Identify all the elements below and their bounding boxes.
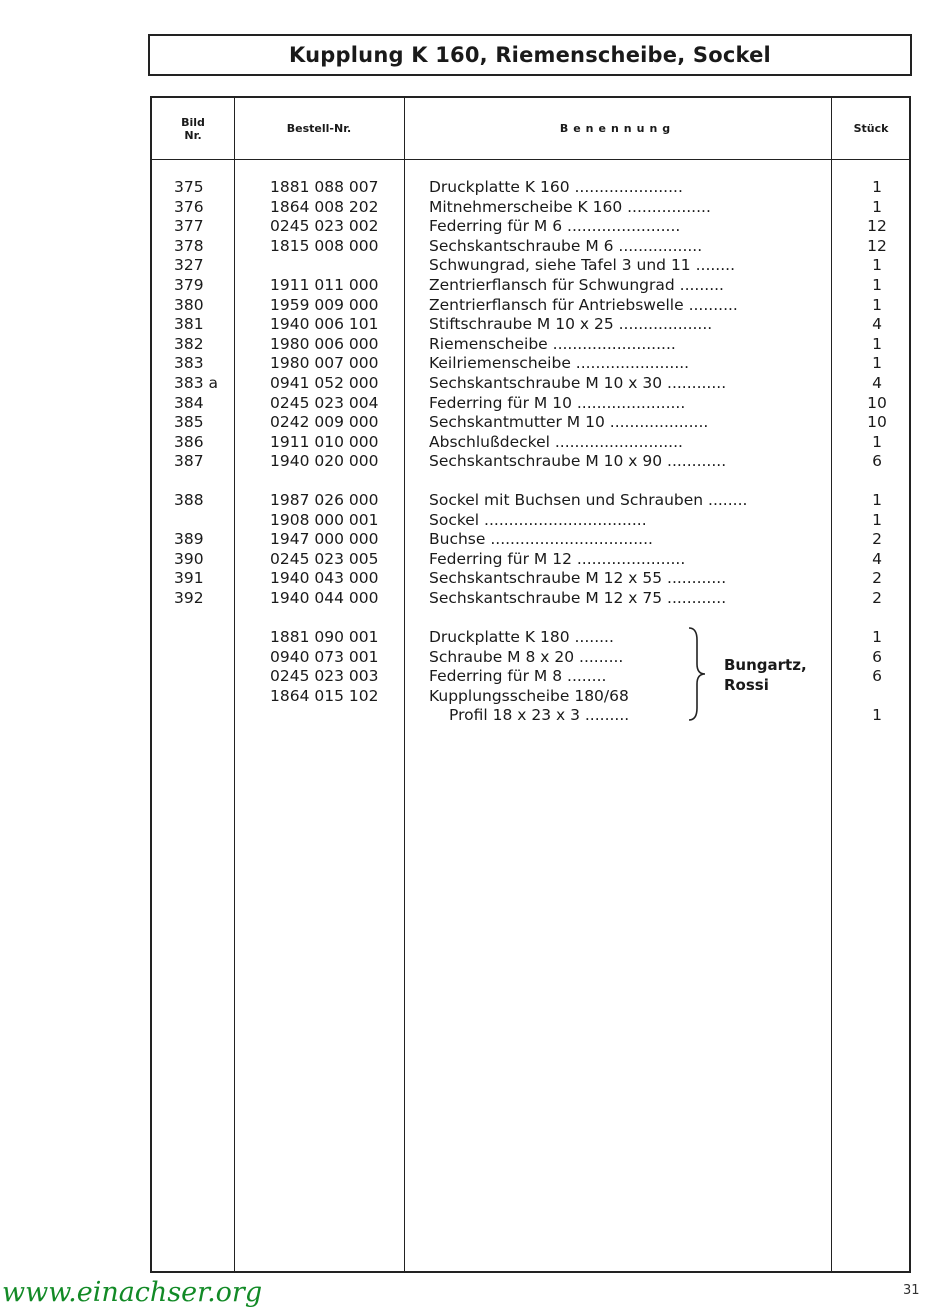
table-row: [152, 276, 909, 296]
cell-bild: 383 a: [174, 374, 219, 392]
cell-bild: 375: [174, 178, 204, 196]
cell-bild: 386: [174, 432, 204, 451]
cell-bild: 385: [174, 413, 204, 432]
cell-bestell-nr: 1911 010 000: [270, 432, 379, 451]
table-row: [152, 256, 909, 276]
manufacturer-note-line: Bungartz,: [724, 656, 807, 674]
parts-table: [150, 96, 911, 1273]
cell-benennung: Sechskantschraube M 12 x 75 ............: [429, 589, 727, 607]
table-row: [152, 589, 909, 609]
website-link[interactable]: www.einachser.org: [2, 1277, 263, 1308]
cell-benennung: Schraube M 8 x 20 .........: [429, 647, 624, 666]
cell-stueck: 2: [872, 589, 882, 607]
table-row: [152, 413, 909, 433]
cell-benennung: Federring für M 10 ......................: [429, 393, 686, 412]
cell-bild: 388: [174, 491, 204, 509]
cell-bestell-nr: 0242 009 000: [270, 413, 379, 432]
cell-benennung: Abschlußdeckel ..........................: [429, 432, 683, 451]
header-bild: Bild Nr.: [181, 115, 205, 142]
cell-stueck: 2: [872, 569, 882, 588]
cell-stueck: 6: [872, 452, 882, 471]
cell-stueck: 1: [872, 432, 882, 451]
cell-benennung: Buchse .................................: [429, 530, 653, 549]
page-title: Kupplung K 160, Riemenscheibe, Sockel: [148, 34, 912, 76]
table-row: [152, 374, 909, 394]
cell-stueck: 6: [872, 667, 882, 686]
table-row: [152, 706, 909, 726]
cell-bestell-nr: 0245 023 004: [270, 393, 379, 412]
cell-benennung: Sechskantschraube M 10 x 90 ............: [429, 452, 727, 471]
table-row: [152, 335, 909, 355]
table-row: [152, 550, 909, 570]
cell-bild: 379: [174, 276, 204, 294]
cell-bestell-nr: 1864 008 202: [270, 197, 379, 216]
cell-benennung: Sechskantschraube M 6 .................: [429, 236, 703, 255]
cell-benennung: Federring für M 12 ......................: [429, 549, 686, 568]
cell-bild: 381: [174, 315, 204, 334]
cell-benennung: Riemenscheibe .........................: [429, 334, 676, 353]
cell-bild: 377: [174, 217, 204, 236]
cell-stueck: 1: [872, 510, 882, 529]
cell-stueck: 1: [872, 491, 882, 509]
cell-benennung: Keilriemenscheibe .......................: [429, 354, 690, 373]
cell-bestell-nr: 1947 000 000: [270, 530, 379, 549]
cell-stueck: 10: [867, 393, 887, 412]
cell-bestell-nr: 0941 052 000: [270, 374, 379, 392]
table-row: [152, 433, 909, 453]
cell-bild: 382: [174, 334, 204, 353]
cell-stueck: 1: [872, 178, 882, 196]
cell-bestell-nr: 0940 073 001: [270, 647, 379, 666]
cell-bild: 378: [174, 236, 204, 255]
cell-benennung: Druckplatte K 160 ......................: [429, 178, 683, 196]
cell-bild: 390: [174, 549, 204, 568]
table-row: [152, 296, 909, 316]
cell-bild: 392: [174, 589, 204, 607]
cell-benennung: Profil 18 x 23 x 3 .........: [449, 706, 630, 725]
cell-bild: 376: [174, 197, 204, 216]
cell-stueck: 1: [872, 706, 882, 725]
cell-benennung: Mitnehmerscheibe K 160 .................: [429, 197, 711, 216]
cell-bestell-nr: 1881 090 001: [270, 628, 379, 646]
cell-bestell-nr: 1987 026 000: [270, 491, 379, 509]
table-row: [152, 217, 909, 237]
cell-bild: 380: [174, 295, 204, 314]
right-brace-icon: [685, 626, 715, 722]
table-row: [152, 511, 909, 531]
cell-stueck: 4: [872, 315, 882, 334]
cell-bild: 383: [174, 354, 204, 373]
cell-benennung: Zentrierflansch für Schwungrad .........: [429, 276, 724, 294]
cell-stueck: 12: [867, 217, 887, 236]
cell-bestell-nr: 1940 043 000: [270, 569, 379, 588]
cell-bestell-nr: 1980 007 000: [270, 354, 379, 373]
cell-bild: 391: [174, 569, 204, 588]
header-benennung: Benennung: [559, 122, 676, 135]
table-row: [152, 178, 909, 198]
cell-bestell-nr: 1864 015 102: [270, 686, 379, 705]
header-bestell-nr: Bestell-Nr.: [286, 122, 352, 135]
table-row: [152, 354, 909, 374]
cell-benennung: Zentrierflansch für Antriebswelle ..........: [429, 295, 738, 314]
cell-bestell-nr: 1940 006 101: [270, 315, 379, 334]
cell-bild: 387: [174, 452, 204, 471]
cell-stueck: 1: [872, 256, 882, 275]
cell-stueck: 2: [872, 530, 882, 549]
cell-stueck: 1: [872, 276, 882, 294]
cell-benennung: Sechskantschraube M 12 x 55 ............: [429, 569, 727, 588]
cell-benennung: Federring für M 6 .......................: [429, 217, 681, 236]
cell-stueck: 4: [872, 549, 882, 568]
manufacturer-note-line: Rossi: [724, 676, 769, 694]
cell-bestell-nr: 1940 020 000: [270, 452, 379, 471]
cell-bild: 389: [174, 530, 204, 549]
cell-bestell-nr: 0245 023 003: [270, 667, 379, 686]
cell-benennung: Federring für M 8 ........: [429, 667, 607, 686]
cell-stueck: 1: [872, 334, 882, 353]
cell-bestell-nr: 1815 008 000: [270, 236, 379, 255]
page-number: 31: [903, 1283, 920, 1298]
cell-stueck: 1: [872, 197, 882, 216]
cell-bestell-nr: 1881 088 007: [270, 178, 379, 196]
cell-stueck: 1: [872, 295, 882, 314]
cell-stueck: 4: [872, 374, 882, 392]
table-row: [152, 394, 909, 414]
cell-stueck: 10: [867, 413, 887, 432]
header-stueck: Stück: [853, 122, 889, 135]
cell-benennung: Stiftschraube M 10 x 25 ...................: [429, 315, 713, 334]
cell-benennung: Kupplungsscheibe 180/68: [429, 686, 629, 705]
cell-benennung: Sechskantmutter M 10 ....................: [429, 413, 709, 432]
cell-bestell-nr: 1959 009 000: [270, 295, 379, 314]
table-row: [152, 530, 909, 550]
cell-stueck: 1: [872, 354, 882, 373]
cell-stueck: 6: [872, 647, 882, 666]
table-row: [152, 315, 909, 335]
cell-benennung: Sechskantschraube M 10 x 30 ............: [429, 374, 727, 392]
cell-bestell-nr: 1911 011 000: [270, 276, 379, 294]
cell-bestell-nr: 0245 023 002: [270, 217, 379, 236]
manufacturer-note: [724, 655, 807, 695]
cell-bestell-nr: 1940 044 000: [270, 589, 379, 607]
cell-benennung: Sockel mit Buchsen und Schrauben ........: [429, 491, 748, 509]
cell-bild: 327: [174, 256, 204, 275]
table-row: [152, 452, 909, 472]
cell-bestell-nr: 0245 023 005: [270, 549, 379, 568]
header-divider: [152, 159, 909, 160]
cell-stueck: 1: [872, 628, 882, 646]
cell-bestell-nr: 1908 000 001: [270, 510, 379, 529]
cell-benennung: Sockel .................................: [429, 510, 647, 529]
table-row: [152, 569, 909, 589]
cell-benennung: Druckplatte K 180 ........: [429, 628, 614, 646]
table-row: [152, 198, 909, 218]
table-row: [152, 237, 909, 257]
table-row: [152, 491, 909, 511]
cell-bestell-nr: 1980 006 000: [270, 334, 379, 353]
cell-stueck: 12: [867, 236, 887, 255]
cell-benennung: Schwungrad, siehe Tafel 3 und 11 ........: [429, 256, 736, 275]
table-row: [152, 628, 909, 648]
cell-bild: 384: [174, 393, 204, 412]
